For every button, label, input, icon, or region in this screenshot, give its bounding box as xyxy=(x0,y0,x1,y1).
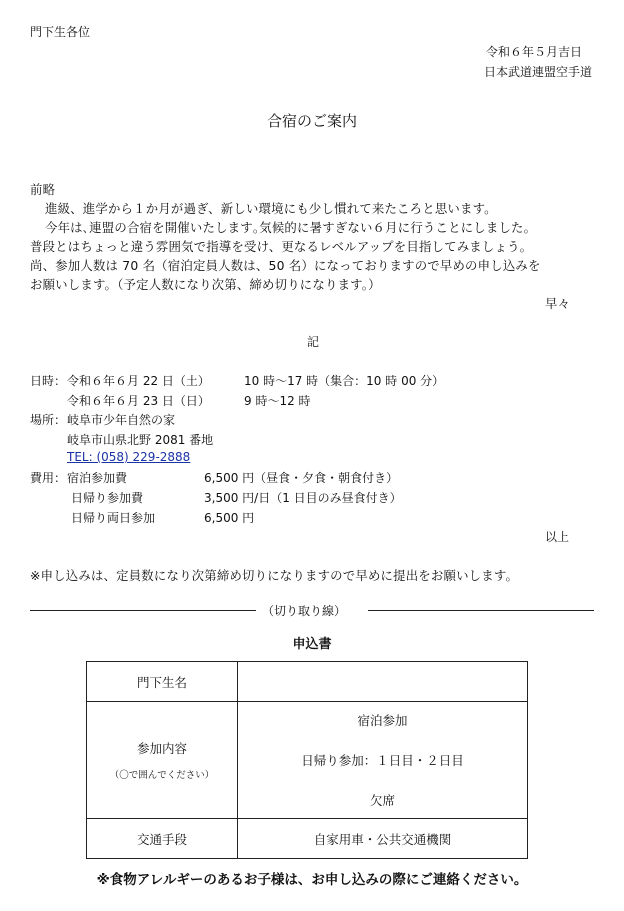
fee-amount-day: 3,500 円/日（1 日目のみ昼食付き） xyxy=(204,491,402,505)
participation-label: 参加内容 xyxy=(136,741,187,756)
name-label: 門下生名 xyxy=(136,674,187,690)
page-title: 合宿のご案内 xyxy=(266,112,357,130)
letter-closing: 早々 xyxy=(545,296,571,311)
cut-line-right xyxy=(368,610,594,611)
day2-date: 令和６年６月 23 日（日） xyxy=(67,394,210,408)
option-absent[interactable]: 欠席 xyxy=(369,793,395,808)
transport-value[interactable]: 自家用車・公共交通機関 xyxy=(313,831,452,847)
fee-label: 費用： xyxy=(30,471,67,485)
cut-line-left xyxy=(30,610,256,611)
schedule-label: 日時： xyxy=(30,374,67,388)
form-title: 申込書 xyxy=(292,637,332,652)
transport-label-cell xyxy=(87,819,238,859)
letter-line-4: 尚、参加人数は 70 名（宿泊定員人数は、50 名）になっておりますので早めの申し込みを xyxy=(30,258,541,273)
participation-options-cell xyxy=(238,702,528,819)
cut-line-label: （切り取り線） xyxy=(262,604,347,618)
place-label: 場所： xyxy=(30,413,67,427)
transport-label: 交通手段 xyxy=(136,831,187,847)
name-label-cell xyxy=(87,662,238,702)
transport-value-cell xyxy=(238,819,528,859)
day1-date: 令和６年６月 22 日（土） xyxy=(67,374,210,388)
fee-name-stay: 宿泊参加費 xyxy=(67,471,128,485)
option-day-trip[interactable]: 日帰り参加：１日目・２日目 xyxy=(301,753,464,768)
participation-label-cell xyxy=(87,702,238,819)
letter-line-1: 進級、進学から１か月が過ぎ、新しい環境にも少し慣れて来たころと思います。 xyxy=(45,201,497,216)
place-address: 岐阜市山県北野 2081 番地 xyxy=(67,433,214,447)
participation-hint: （〇で囲んでください） xyxy=(109,770,215,781)
addressee: 門下生各位 xyxy=(30,25,91,39)
letter-line-2: 今年は､連盟の合宿を開催いたします｡気候的に暑すぎない６月に行うことにしました。 xyxy=(45,220,537,235)
name-input-cell[interactable] xyxy=(238,662,528,702)
fee-name-day: 日帰り参加費 xyxy=(71,491,144,505)
deadline-notice: ※申し込みは、定員数になり次第締め切りになりますので早めに提出をお願いします。 xyxy=(30,568,519,583)
greeting: 前略 xyxy=(30,182,56,197)
allergy-note: ※食物アレルギーのあるお子様は、お申し込みの際にご連絡ください。 xyxy=(96,872,528,888)
place-tel-link[interactable]: TEL: (058) 229-2888 xyxy=(67,450,191,464)
application-form xyxy=(86,661,528,859)
day2-time: 9 時～12 時 xyxy=(244,394,311,408)
fee-name-both: 日帰り両日参加 xyxy=(71,511,156,525)
fee-amount-stay: 6,500 円（昼食・夕食・朝食付き） xyxy=(204,471,399,485)
letter-line-5: お願いします。（予定人数になり次第、締め切りになります。） xyxy=(30,277,381,292)
ki-heading: 記 xyxy=(307,335,320,349)
sender: 日本武道連盟空手道 xyxy=(483,65,592,79)
option-stay[interactable]: 宿泊参加 xyxy=(357,713,408,728)
day1-time: 10 時～17 時（集合：10 時 00 分） xyxy=(244,374,445,388)
fee-amount-both: 6,500 円 xyxy=(204,511,255,525)
letter-line-3: 普段とはちょっと違う雰囲気で指導を受け、更なるレベルアップを目指してみましょう。 xyxy=(30,239,533,254)
place-name: 岐阜市少年自然の家 xyxy=(67,413,176,427)
issue-date: 令和６年５月吉日 xyxy=(485,45,582,59)
ijo: 以上 xyxy=(545,530,570,544)
